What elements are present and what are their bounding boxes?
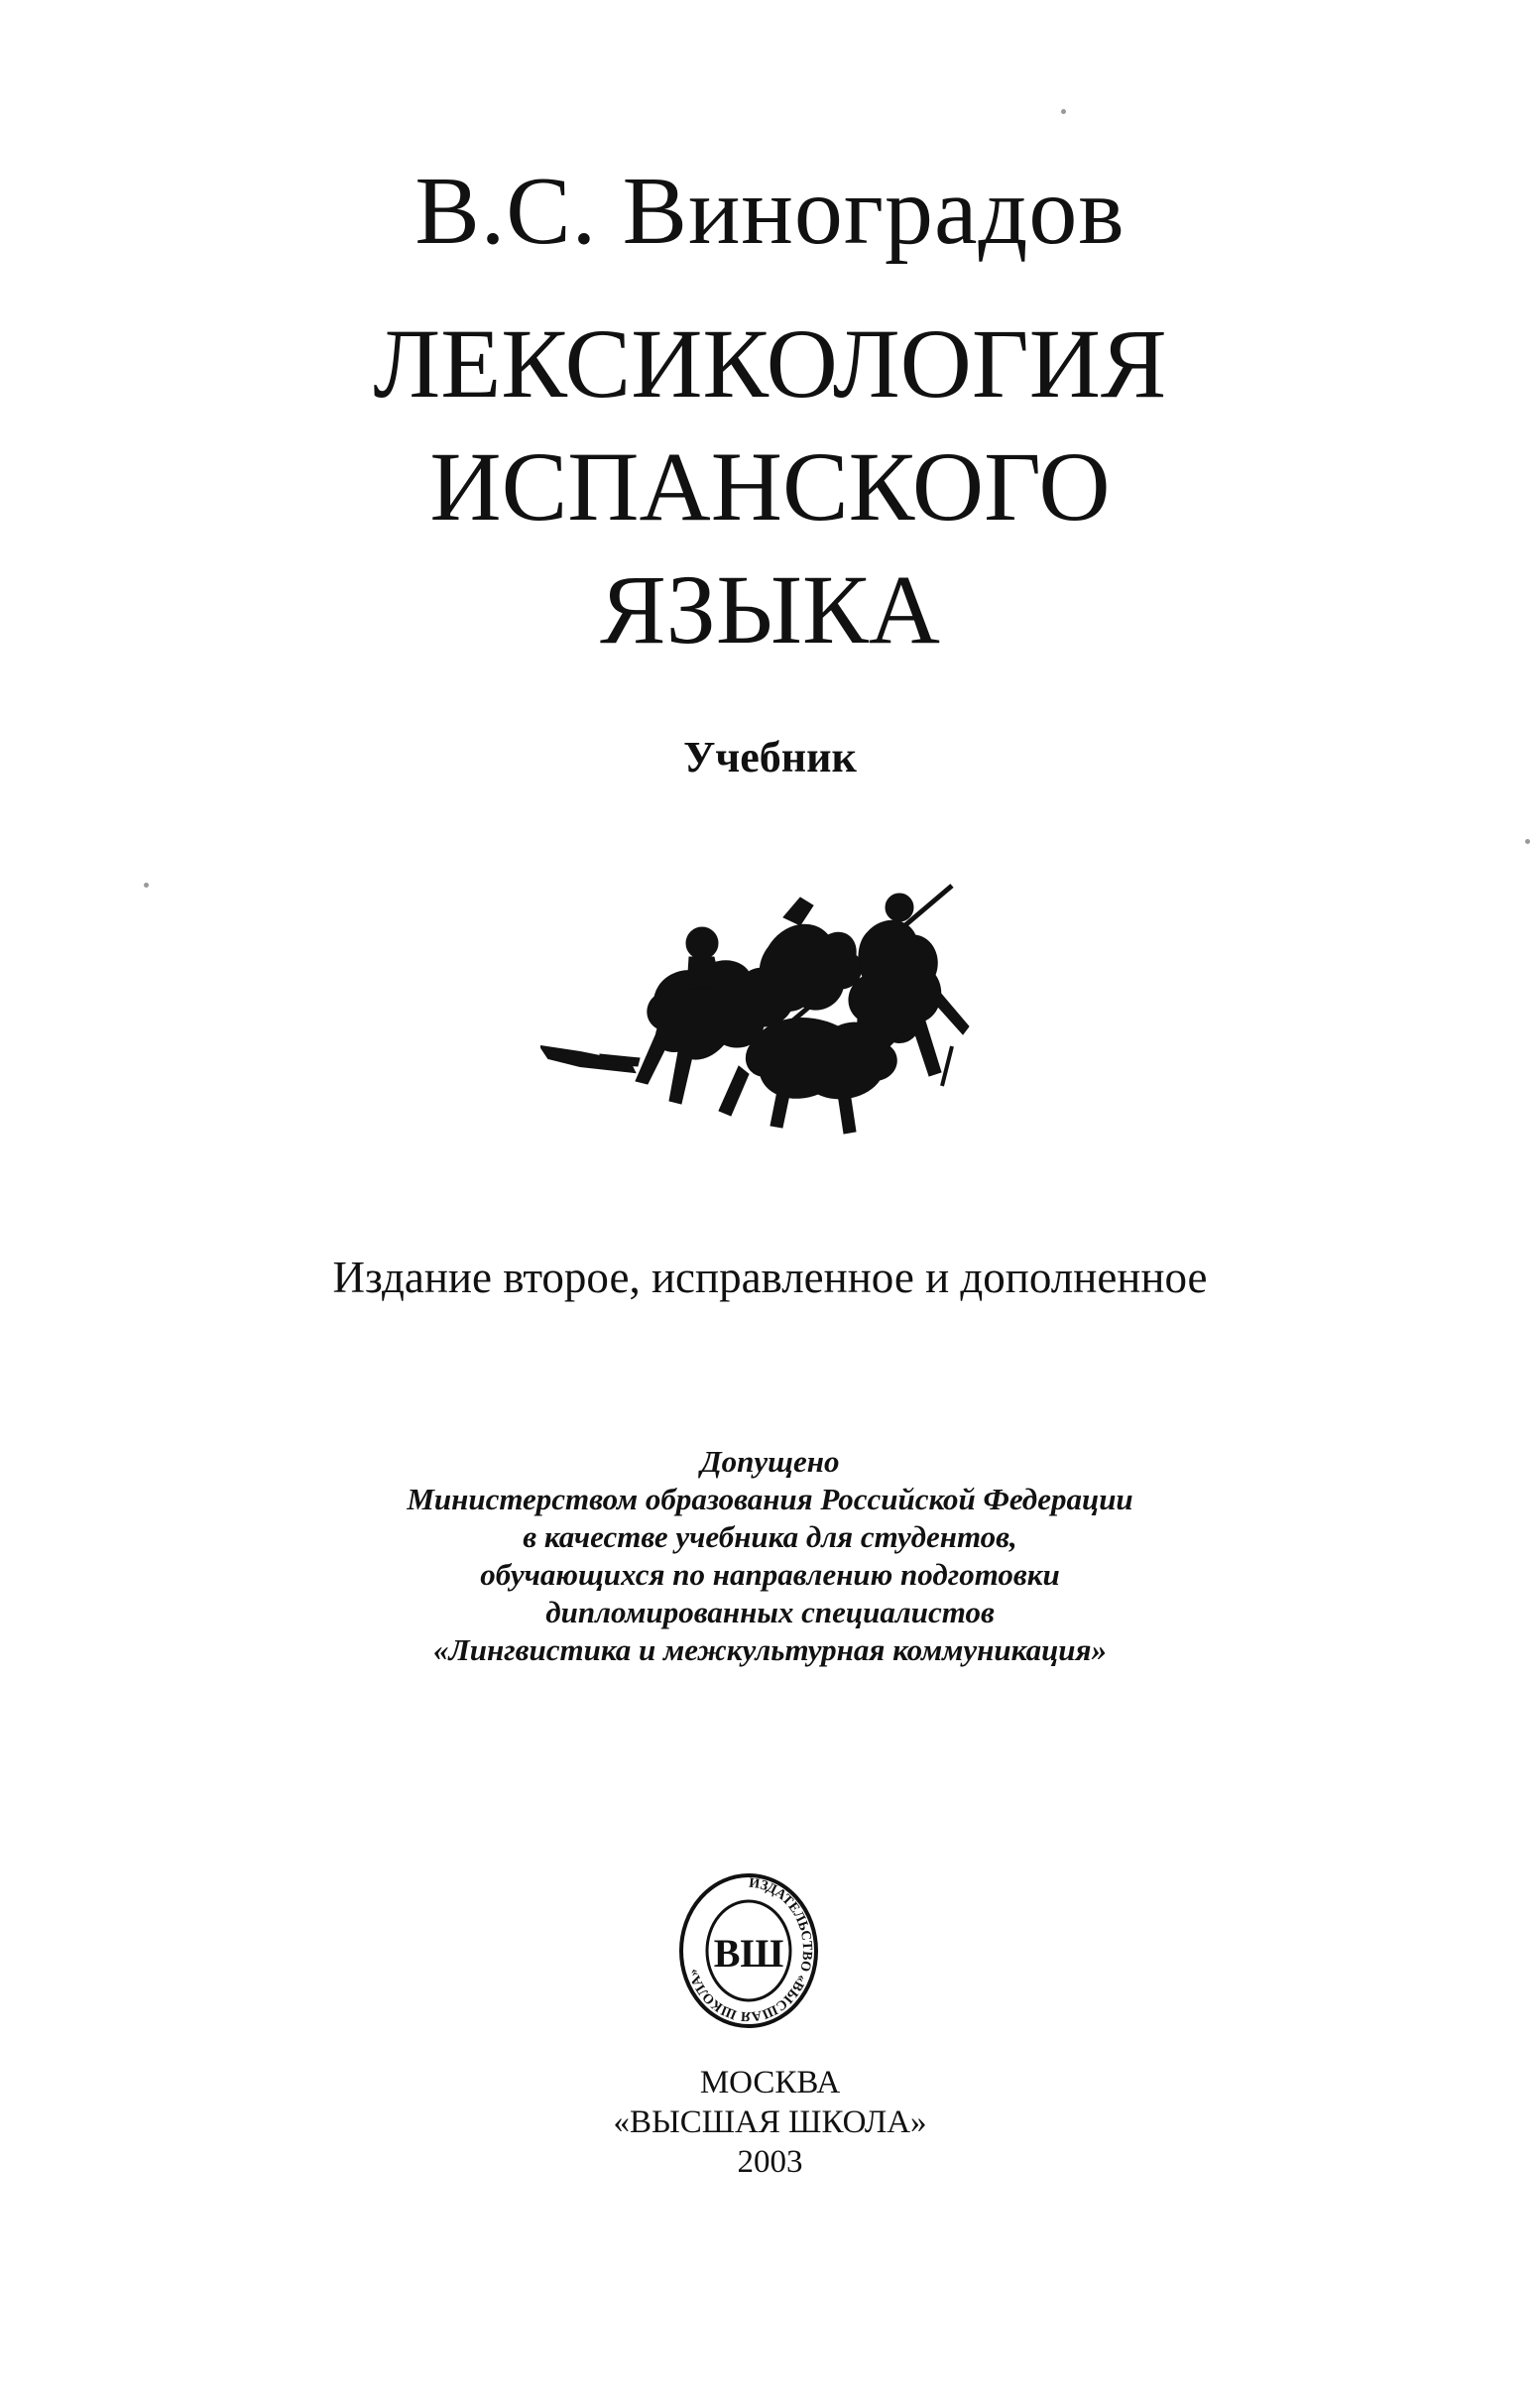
approval-line: «Лингвистика и межкультурная коммуникация» xyxy=(432,1632,1108,1667)
book-genre: Учебник xyxy=(683,733,857,781)
imprint-year: 2003 xyxy=(737,2144,803,2180)
edition-note: Издание второе, исправленное и дополненное xyxy=(332,1253,1208,1302)
title-line: ЛЕКСИКОЛОГИЯ xyxy=(373,308,1167,419)
imprint-publisher: «ВЫСШАЯ ШКОЛА» xyxy=(613,2104,927,2140)
approval-line: обучающихся по направлению подготовки xyxy=(480,1557,1060,1592)
approval-line: Министерством образования Российской Федерации xyxy=(407,1482,1133,1516)
author-name: В.С. Виноградов xyxy=(415,158,1125,265)
title-line: ИСПАНСКОГО xyxy=(429,431,1111,541)
scan-speck xyxy=(1525,839,1530,844)
ministry-approval xyxy=(0,1443,1540,1669)
seal-monogram: ВШ xyxy=(713,1931,784,1976)
title-line: ЯЗЫКА xyxy=(600,554,940,664)
seal-ring-text: ИЗДАТЕЛЬСТВО «ВЫСШАЯ ШКОЛА» xyxy=(685,1875,815,2024)
bullfight-silhouette-icon xyxy=(540,878,977,1136)
approval-line: дипломированных специалистов xyxy=(545,1595,995,1629)
approval-line: в качестве учебника для студентов, xyxy=(523,1519,1017,1554)
approval-line: Допущено xyxy=(700,1444,840,1479)
scan-speck xyxy=(144,883,149,888)
book-title xyxy=(0,302,1540,671)
imprint xyxy=(0,2063,1540,2182)
imprint-city: МОСКВА xyxy=(699,2065,841,2101)
publisher-seal-icon xyxy=(674,1869,823,2033)
scan-speck xyxy=(1061,109,1066,114)
